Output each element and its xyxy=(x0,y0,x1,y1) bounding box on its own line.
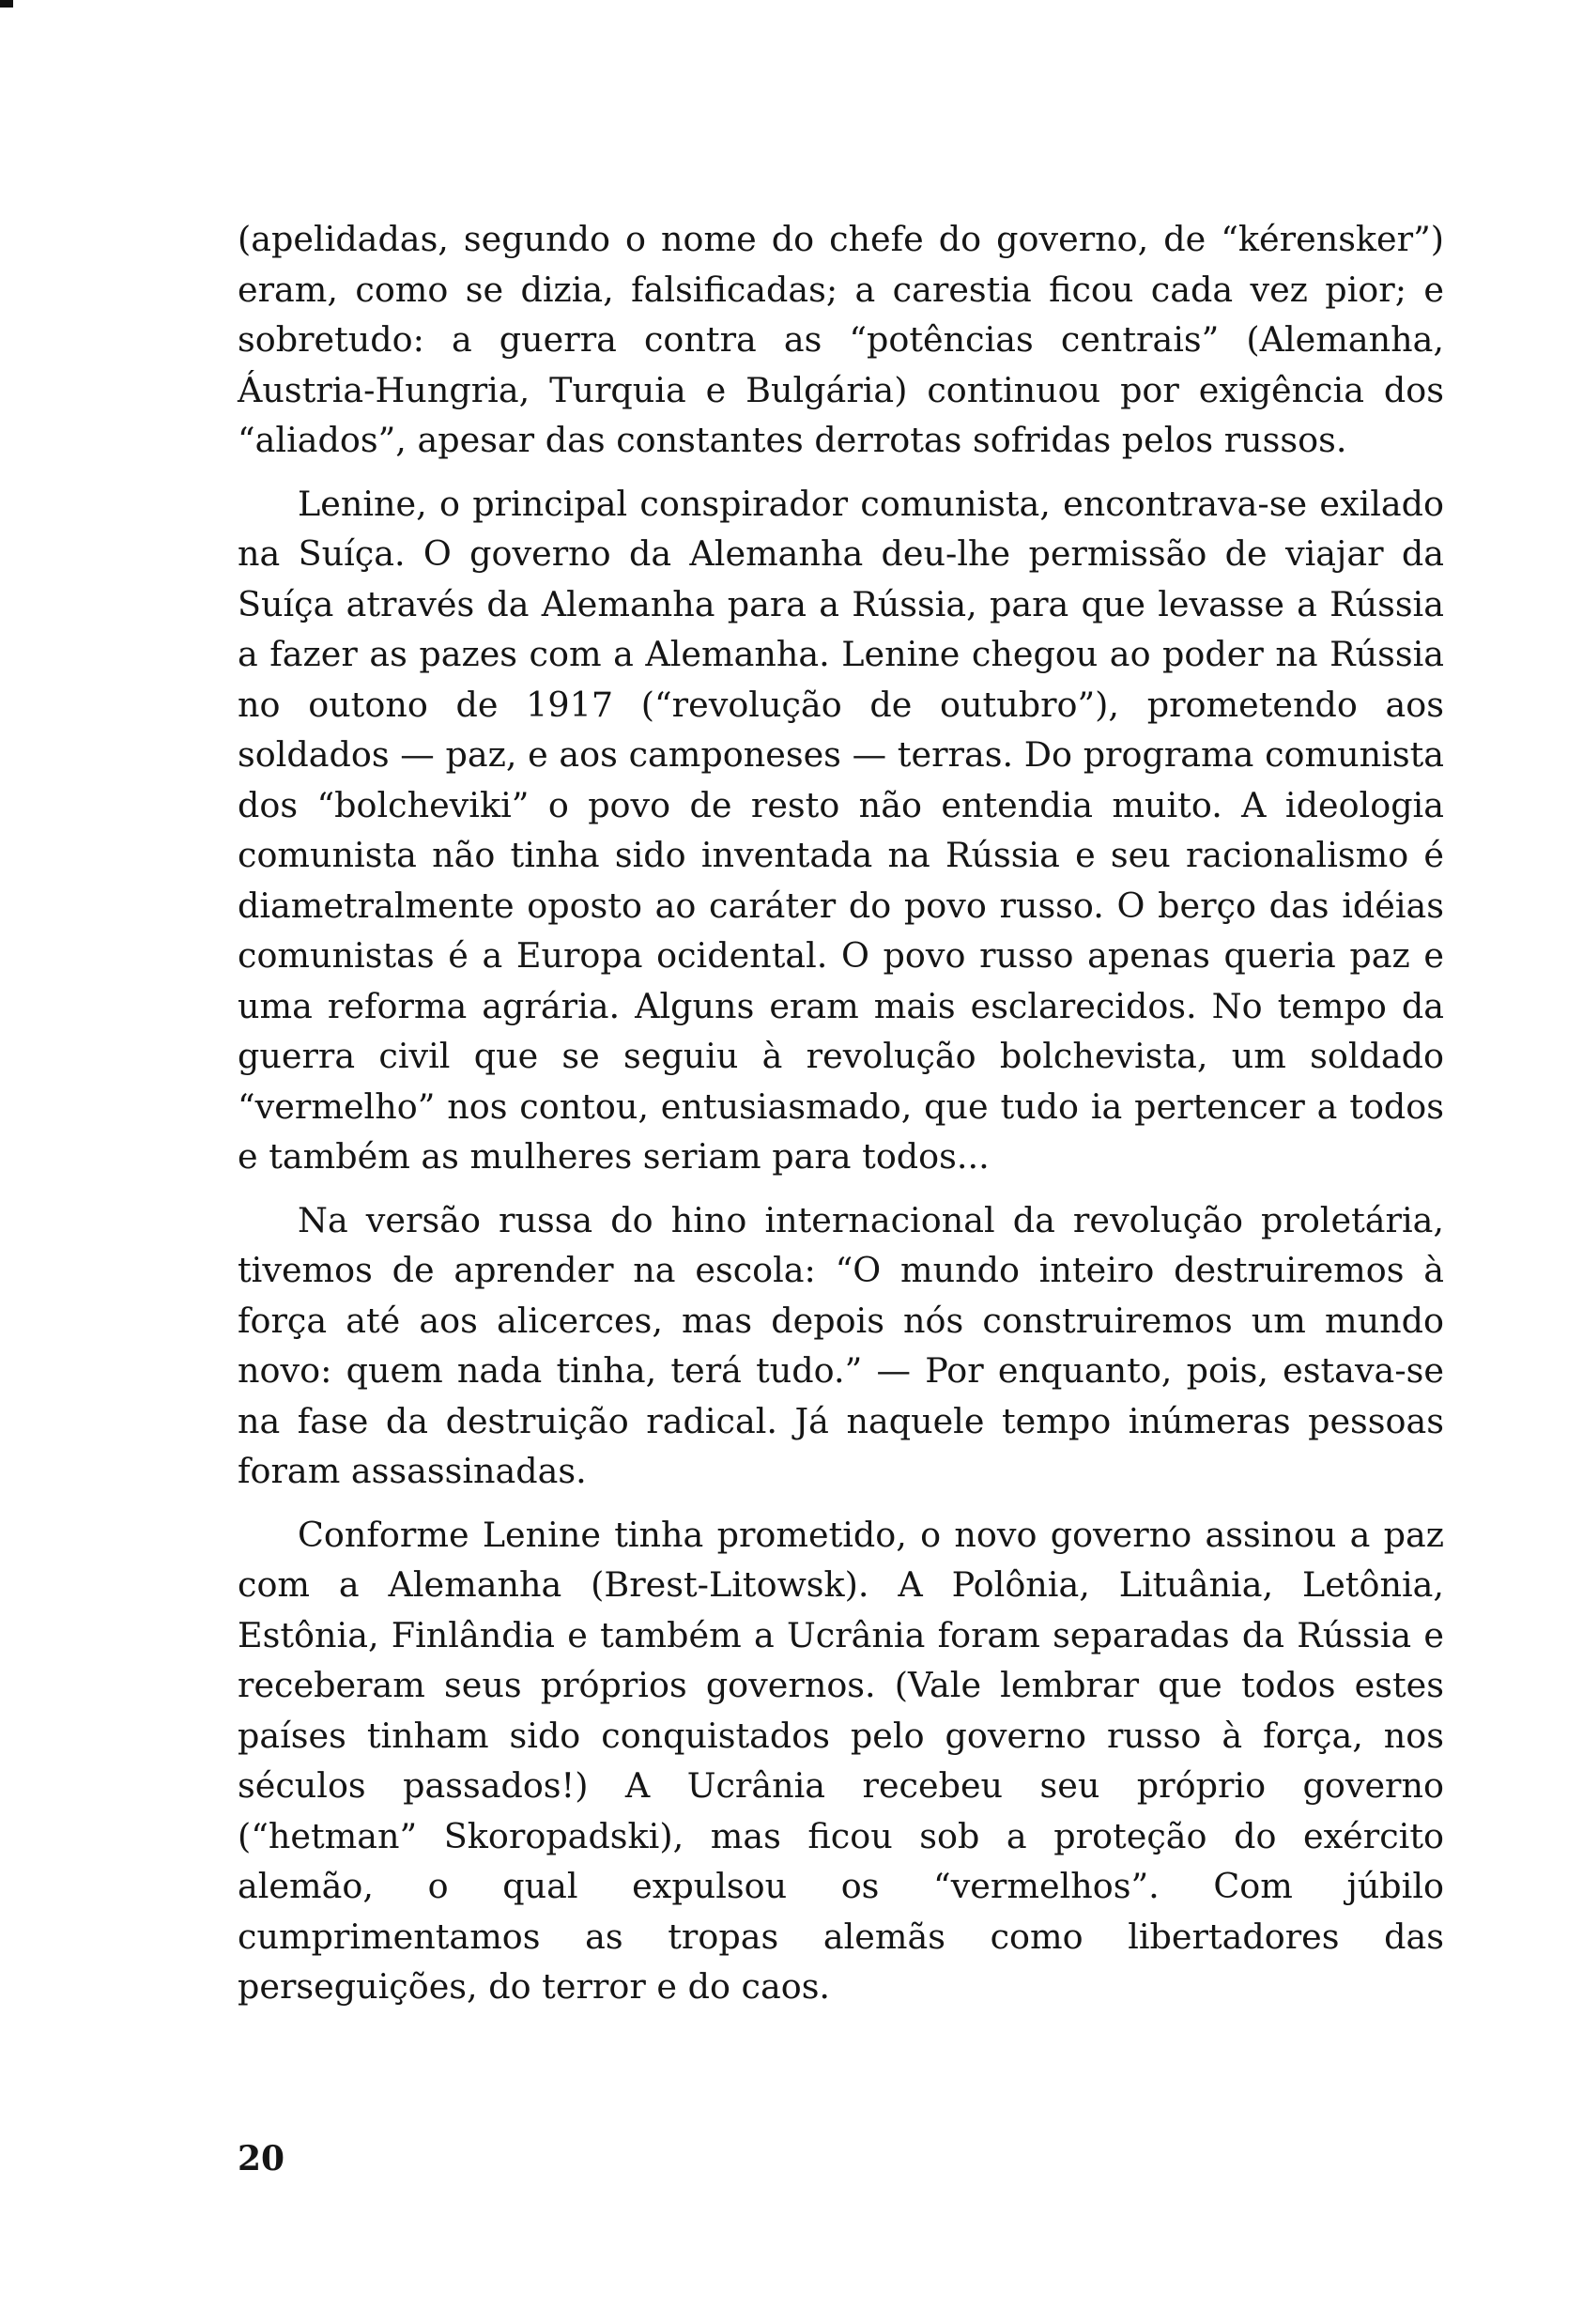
paragraph-lenine: Lenine, o principal conspirador comunista, encontrava-se exilado na Suíça. O governo da Alemanha deu-lhe permissão de viajar da Suíça através da Alemanha para a Rússia, para que levasse a Rússia a fazer as pazes com a Alemanha. Lenine chegou ao poder na Rússia no outono de 1917 (“revolução de outubro”), prometendo aos soldados — paz, e aos camponeses — terras. Do programa comunista dos “bolcheviki” o povo de resto não entendia muito. A ideologia comunista não tinha sido inventada na Rússia e seu racionalismo é diametralmente oposto ao caráter do povo russo. O berço das idéias comunistas é a Europa ocidental. O povo russo apenas queria paz e uma reforma agrária. Alguns eram mais esclarecidos. No tempo da guerra civil que se seguiu à revolução bolchevista, um soldado “vermelho” nos contou, entusiasmado, que tudo ia pertencer a todos e também as mulheres seriam para todos... xyxy=(238,483,1444,1177)
page-body-text xyxy=(238,214,1444,2012)
paragraph-peace: Conforme Lenine tinha prometido, o novo governo assinou a paz com a Alemanha (Brest-Litowsk). A Polônia, Lituânia, Letônia, Estônia, Finlândia e também a Ucrânia foram separadas da Rússia e receberam seus próprios governos. (Vale lembrar que todos estes países tinham sido conquistados pelo governo russo à força, nos séculos passados!) A Ucrânia recebeu seu próprio governo (“hetman” Skoropadski), mas ficou sob a proteção do exército alemão, o qual expulsou os “vermelhos”. Com júbilo cumprimentamos as tropas alemãs como libertadores das perseguições, do terror e do caos. xyxy=(238,1514,1444,2007)
paragraph-hymn: Na versão russa do hino internacional da revolução proletária, tivemos de aprender na escola: “O mundo inteiro destruiremos à força até aos alicerces, mas depois nós construiremos um mundo novo: quem nada tinha, terá tudo.” — Por enquanto, pois, estava-se na fase da destruição radical. Já naquele tempo inúmeras pessoas foram assassinadas. xyxy=(238,1199,1444,1491)
page-number: 20 xyxy=(238,2139,285,2178)
scan-corner-mark xyxy=(0,0,13,8)
paragraph-continuation: (apelidadas, segundo o nome do chefe do governo, de “kérensker”) eram, como se dizia, falsificadas; a carestia ficou cada vez pior; e sobretudo: a guerra contra as “potências centrais” (Alemanha, Áustria-Hungria, Turquia e Bulgária) continuou por exigência dos “aliados”, apesar das constantes derrotas sofridas pelos russos. xyxy=(238,219,1444,460)
